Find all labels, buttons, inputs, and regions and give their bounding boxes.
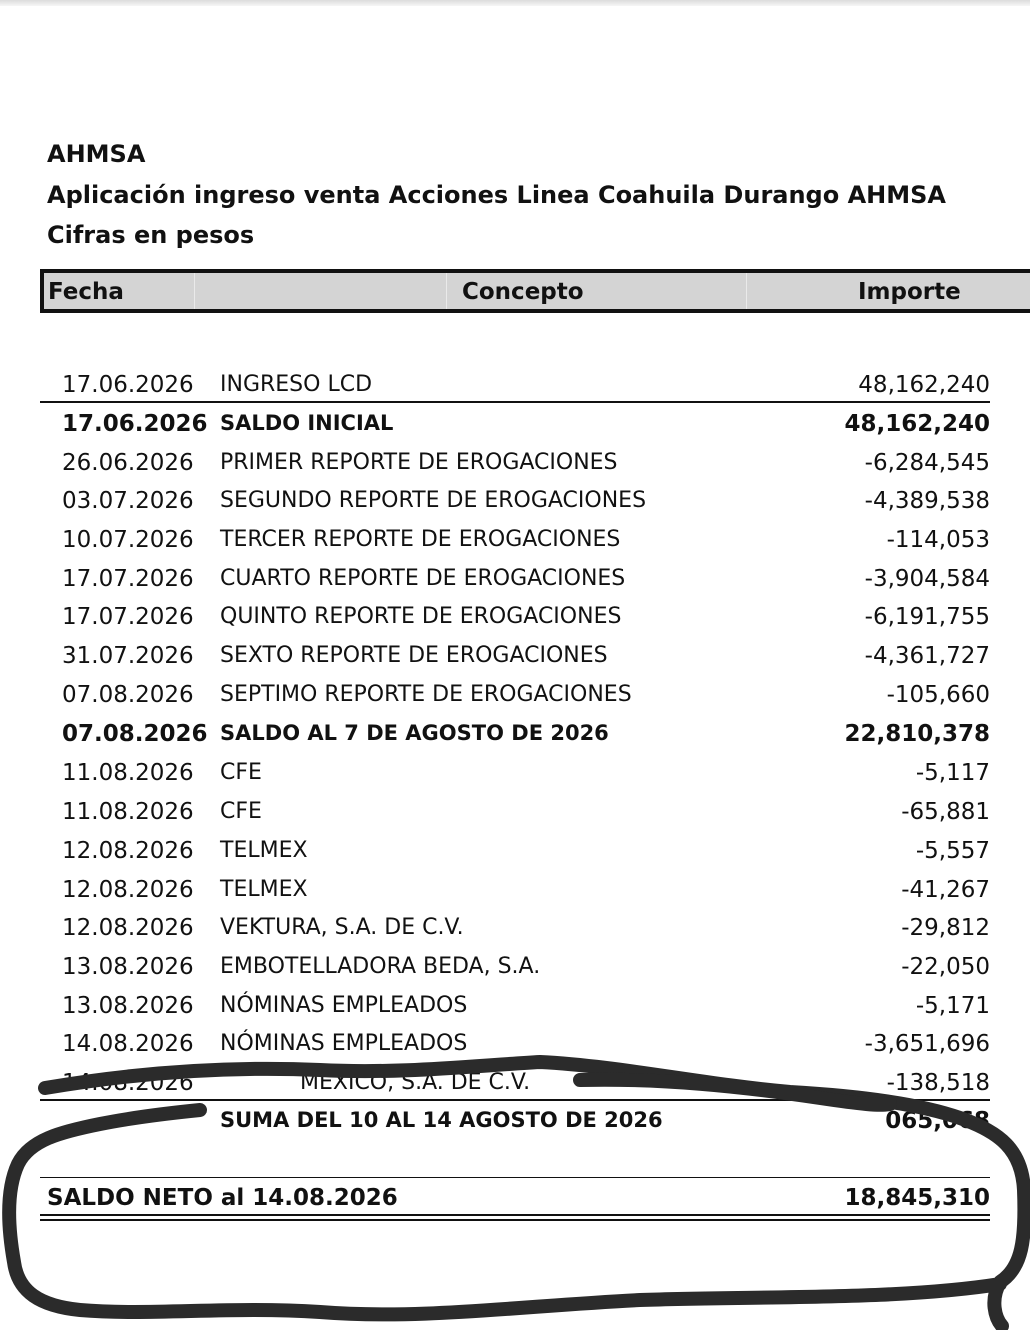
row-importe: -138,518 xyxy=(886,1070,990,1096)
row-concepto: CFE xyxy=(220,799,262,824)
row-fecha: 31.07.2026 xyxy=(62,643,194,669)
table-row xyxy=(0,754,1030,792)
table-row xyxy=(0,793,1030,831)
suma-importe: 065,068 xyxy=(885,1108,990,1134)
row-importe: -5,171 xyxy=(915,993,990,1019)
table-row xyxy=(0,637,1030,675)
double-rule-top xyxy=(40,1214,990,1216)
rule-line xyxy=(40,1177,990,1178)
row-importe: -105,660 xyxy=(886,682,990,708)
table-row xyxy=(0,560,1030,598)
row-importe: 48,162,240 xyxy=(858,372,990,398)
table-row xyxy=(0,948,1030,986)
row-importe: -114,053 xyxy=(886,527,990,553)
table-row xyxy=(0,482,1030,520)
row-concepto: SEGUNDO REPORTE DE EROGACIONES xyxy=(220,488,647,513)
row-concepto: NÓMINAS EMPLEADOS xyxy=(220,993,468,1018)
row-fecha: 12.08.2026 xyxy=(62,915,194,941)
header-concepto: Concepto xyxy=(462,279,584,305)
row-concepto: SALDO AL 7 DE AGOSTO DE 2026 xyxy=(220,721,609,745)
row-concepto: TELMEX xyxy=(220,877,308,902)
double-rule-bottom xyxy=(40,1219,990,1221)
row-importe: -5,557 xyxy=(915,838,990,864)
row-importe: 48,162,240 xyxy=(844,411,990,437)
table-row xyxy=(0,987,1030,1025)
table-row xyxy=(0,444,1030,482)
table-row xyxy=(0,909,1030,947)
row-concepto: PRIMER REPORTE DE EROGACIONES xyxy=(220,450,618,475)
row-concepto: EMBOTELLADORA BEDA, S.A. xyxy=(220,954,541,979)
row-fecha: 07.08.2026 xyxy=(62,721,208,747)
row-fecha: 17.07.2026 xyxy=(62,566,194,592)
rule-line xyxy=(40,1099,990,1101)
row-fecha: 26.06.2026 xyxy=(62,450,194,476)
row-fecha: 17.06.2026 xyxy=(62,372,194,398)
row-fecha: 17.06.2026 xyxy=(62,411,208,437)
row-importe: -22,050 xyxy=(901,954,990,980)
table-row xyxy=(0,598,1030,636)
rule-line xyxy=(40,401,990,403)
row-importe: -65,881 xyxy=(901,799,990,825)
document-subtitle: Aplicación ingreso venta Acciones Linea Coahuila Durango AHMSA xyxy=(47,181,946,209)
row-concepto: CFE xyxy=(220,760,262,785)
row-fecha: 13.08.2026 xyxy=(62,954,194,980)
table-row xyxy=(0,676,1030,714)
suma-label: SUMA DEL 10 AL 14 AGOSTO DE 2026 xyxy=(220,1108,663,1132)
table-row xyxy=(0,366,1030,404)
row-fecha: 14.08.2026 xyxy=(62,1031,194,1057)
row-concepto: VEKTURA, S.A. DE C.V. xyxy=(220,915,464,940)
row-concepto: SEPTIMO REPORTE DE EROGACIONES xyxy=(220,682,632,707)
table-row xyxy=(0,871,1030,909)
row-fecha: 11.08.2026 xyxy=(62,799,194,825)
table-row xyxy=(0,1025,1030,1063)
row-fecha: 11.08.2026 xyxy=(62,760,194,786)
row-fecha: 07.08.2026 xyxy=(62,682,194,708)
row-concepto: TERCER REPORTE DE EROGACIONES xyxy=(220,527,621,552)
saldo-neto-label: SALDO NETO al 14.08.2026 xyxy=(47,1185,398,1211)
table-row xyxy=(0,521,1030,559)
row-concepto: MEXICO, S.A. DE C.V. xyxy=(300,1070,531,1095)
header-fecha: Fecha xyxy=(48,279,124,305)
table-row xyxy=(0,832,1030,870)
row-importe: -3,904,584 xyxy=(864,566,990,592)
row-concepto: TELMEX xyxy=(220,838,308,863)
suma-row xyxy=(0,1104,1030,1140)
row-importe: -4,361,727 xyxy=(864,643,990,669)
row-fecha: 14.08.2026 xyxy=(62,1070,194,1096)
row-fecha: 10.07.2026 xyxy=(62,527,194,553)
table-row xyxy=(0,1064,1030,1102)
row-concepto: NÓMINAS EMPLEADOS xyxy=(220,1031,468,1056)
row-importe: -6,284,545 xyxy=(864,450,990,476)
row-importe: -41,267 xyxy=(901,877,990,903)
saldo-neto-row xyxy=(0,1181,1030,1217)
row-importe: -29,812 xyxy=(901,915,990,941)
row-importe: 22,810,378 xyxy=(844,721,990,747)
row-importe: -5,117 xyxy=(915,760,990,786)
row-fecha: 13.08.2026 xyxy=(62,993,194,1019)
row-concepto: SEXTO REPORTE DE EROGACIONES xyxy=(220,643,608,668)
row-concepto: SALDO INICIAL xyxy=(220,411,394,435)
units-note: Cifras en pesos xyxy=(47,221,255,249)
table-row xyxy=(0,405,1030,443)
company-title: AHMSA xyxy=(47,140,146,168)
table-row xyxy=(0,715,1030,753)
header-importe: Importe xyxy=(858,279,961,305)
row-fecha: 17.07.2026 xyxy=(62,604,194,630)
saldo-neto-importe: 18,845,310 xyxy=(844,1185,990,1211)
row-concepto: QUINTO REPORTE DE EROGACIONES xyxy=(220,604,622,629)
row-fecha: 12.08.2026 xyxy=(62,877,194,903)
row-fecha: 12.08.2026 xyxy=(62,838,194,864)
row-fecha: 03.07.2026 xyxy=(62,488,194,514)
row-concepto: CUARTO REPORTE DE EROGACIONES xyxy=(220,566,626,591)
top-shadow-bar xyxy=(0,0,1030,6)
table-header xyxy=(40,269,1030,313)
row-importe: -4,389,538 xyxy=(864,488,990,514)
row-concepto: INGRESO LCD xyxy=(220,372,373,397)
row-importe: -6,191,755 xyxy=(864,604,990,630)
row-importe: -3,651,696 xyxy=(864,1031,990,1057)
